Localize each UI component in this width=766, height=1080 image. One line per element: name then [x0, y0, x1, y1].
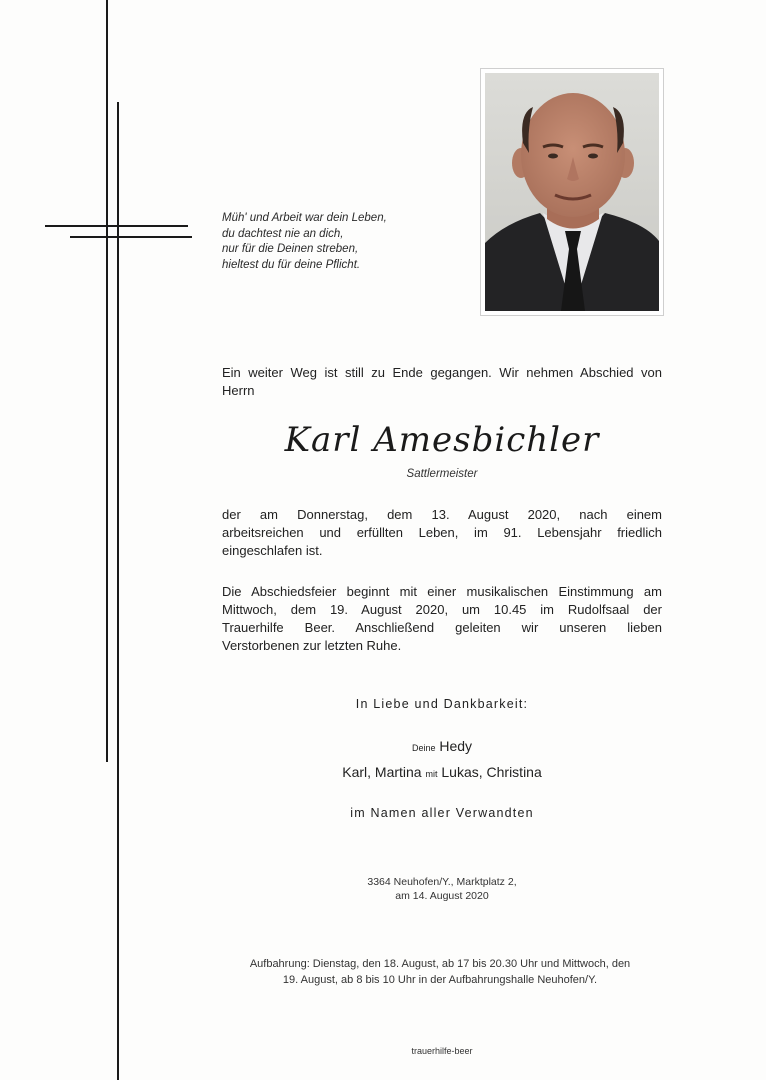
viewing-info	[200, 956, 680, 988]
family-line-1	[222, 738, 662, 754]
death-notice-line: der am Donnerstag, dem 13. August 2020, nach einem	[222, 507, 662, 522]
poem-line: du dachtest nie an dich,	[222, 227, 344, 240]
ceremony-line: Die Abschiedsfeier beginnt mit einer musikalischen Einstimmung am	[222, 584, 662, 599]
address-line: 3364 Neuhofen/Y., Marktplatz 2,	[367, 876, 517, 888]
ceremony-text	[222, 583, 662, 655]
family-line-2	[222, 764, 662, 780]
family-names: Karl, Martina	[342, 764, 422, 780]
poem-line: nur für die Deinen streben,	[222, 243, 359, 255]
address-line: am 14. August 2020	[395, 890, 489, 902]
portrait-photo-frame	[480, 68, 664, 316]
poem-line: hieltest du für deine Pflicht.	[222, 258, 361, 271]
family-prefix: Deine	[411, 743, 436, 753]
closing-text: In Liebe und Dankbarkeit:	[355, 697, 529, 711]
family-connector: mit	[425, 769, 438, 779]
footer-credit: trauerhilfe-beer	[411, 1046, 473, 1056]
intro-line: Ein weiter Weg ist still zu Ende gegangen. Wir nehmen Abschied von	[222, 365, 662, 380]
deceased-profession: Sattlermeister	[406, 468, 478, 480]
address-block	[222, 875, 662, 903]
viewing-line: 19. August, ab 8 bis 10 Uhr in der Aufbahrungshalle Neuhofen/Y.	[282, 974, 598, 986]
ceremony-line: Trauerhilfe Beer. Anschließend geleiten wir unseren lieben	[222, 620, 662, 635]
portrait-photo	[485, 73, 659, 311]
ceremony-line: Verstorbenen zur letzten Ruhe.	[222, 638, 402, 653]
ceremony-line: Mittwoch, dem 19. August 2020, um 10.45 im Rudolfsaal der	[222, 602, 662, 617]
death-notice-text	[222, 506, 662, 560]
poem-line: Müh' und Arbeit war dein Leben,	[222, 212, 387, 224]
relatives-text: im Namen aller Verwandten	[350, 806, 534, 820]
intro-text	[222, 364, 662, 400]
family-name: Hedy	[439, 738, 473, 754]
poem	[222, 211, 462, 273]
viewing-line: Aufbahrung: Dienstag, den 18. August, ab 17 bis 20.30 Uhr und Mittwoch, den	[249, 958, 631, 970]
death-notice-line: arbeitsreichen und erfüllten Leben, im 91. Lebensjahr friedlich	[222, 525, 662, 540]
deceased-name: Karl Amesbichler	[284, 420, 600, 460]
family-names: Lukas, Christina	[441, 764, 542, 780]
death-notice-line: eingeschlafen ist.	[222, 543, 323, 558]
intro-line: Herrn	[222, 383, 255, 398]
